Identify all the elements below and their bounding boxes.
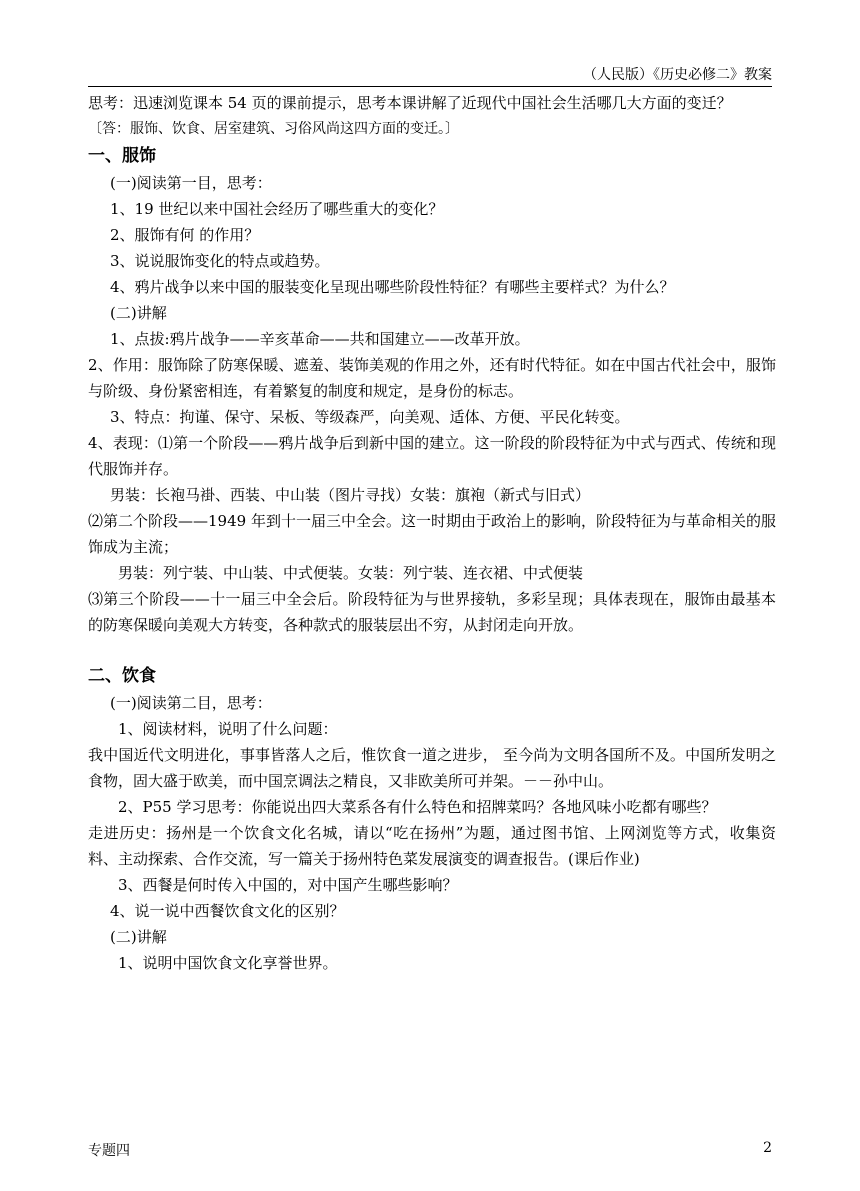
section1-q1: 1、19 世纪以来中国社会经历了哪些重大的变化？ xyxy=(110,200,444,218)
section-gap xyxy=(88,638,776,662)
section2-read-title: (一)阅读第二目，思考： xyxy=(110,694,272,712)
section1-q3: 3、说说服饰变化的特点或趋势。 xyxy=(110,252,330,270)
section1-p4-clothing: 男装：长袍马褂、西装、中山装（图片寻找）女装：旗袍（新式与旧式） xyxy=(110,486,591,504)
section2-quote: 我中国近代文明进化，事事皆落人之后，惟饮食一道之进步， 至今尚为文明各国所不及。中国所发明之食物，固大盛于欧美，而中国烹调法之精良，又非欧美所可并架。－－孙中山。 xyxy=(88,746,776,790)
intro-question: 思考：迅速浏览课本 54 页的课前提示，思考本课讲解了近现代中国社会生活哪几大方面的变迁？ xyxy=(88,94,732,112)
section1-p5: ⑵第二个阶段——1949 年到十一届三中全会。这一时期由于政治上的影响，阶段特征为与革命相关的服饰成为主流； xyxy=(88,512,776,556)
section2-walk: 走进历史：扬州是一个饮食文化名城，请以“吃在扬州”为题，通过图书馆、上网浏览等方式，收集资料、主动探索、合作交流，写一篇关于扬州特色菜发展演变的调查报告。(课后作业) xyxy=(88,824,776,868)
footer-page-number: 2 xyxy=(763,1140,772,1156)
section2-heading: 二、饮食 xyxy=(88,666,156,686)
page-header-title: （人民版）《历史必修二》教案 xyxy=(583,67,772,83)
header-rule xyxy=(88,86,772,87)
section2-lecture-title: (二)讲解 xyxy=(110,928,167,946)
document-body xyxy=(88,90,776,976)
section1-p6: ⑶第三个阶段——十一届三中全会后。阶段特征为与世界接轨，多彩呈现；具体表现在，服饰由最基本的防寒保暖向美观大方转变，各种款式的服装层出不穷，从封闭走向开放。 xyxy=(88,590,776,634)
section1-p1: 1、点拔:鸦片战争——辛亥革命——共和国建立——改革开放。 xyxy=(110,330,530,348)
section2-q1: 1、阅读材料，说明了什么问题： xyxy=(118,720,338,738)
section1-read-title: (一)阅读第一目，思考： xyxy=(110,174,272,192)
section1-lecture-title: (二)讲解 xyxy=(110,304,167,322)
footer-chapter: 专题四 xyxy=(88,1143,130,1159)
section1-q4: 4、鸦片战争以来中国的服装变化呈现出哪些阶段性特征？有哪些主要样式？为什么？ xyxy=(110,278,675,296)
section2-q3: 3、西餐是何时传入中国的，对中国产生哪些影响？ xyxy=(118,876,458,894)
section2-q4: 4、说一说中西餐饮食文化的区别？ xyxy=(110,902,345,920)
section1-p2: 2、作用：服饰除了防寒保暖、遮羞、装饰美观的作用之外，还有时代特征。如在中国古代社会中，服饰与阶级、身份紧密相连，有着繁复的制度和规定，是身份的标志。 xyxy=(88,356,776,400)
section2-q2: 2、P55 学习思考：你能说出四大菜系各有什么特色和招牌菜吗？各地风味小吃都有哪些？ xyxy=(118,798,717,816)
section2-p1: 1、说明中国饮食文化享誉世界。 xyxy=(118,954,338,972)
section1-p5-clothing: 男装：列宁装、中山装、中式便装。女装：列宁装、连衣裙、中式便装 xyxy=(118,564,584,582)
section1-heading: 一、服饰 xyxy=(88,146,156,166)
section1-p4: 4、表现：⑴第一个阶段——鸦片战争后到新中国的建立。这一阶段的阶段特征为中式与西式、传统和现代服饰并存。 xyxy=(88,434,776,478)
intro-answer: 〔答：服饰、饮食、居室建筑、习俗风尚这四方面的变迁。〕 xyxy=(88,121,459,137)
section1-q2: 2、服饰有何 的作用？ xyxy=(110,226,260,244)
section1-p3: 3、特点：拘谨、保守、呆板、等级森严，向美观、适体、方便、平民化转变。 xyxy=(110,408,630,426)
